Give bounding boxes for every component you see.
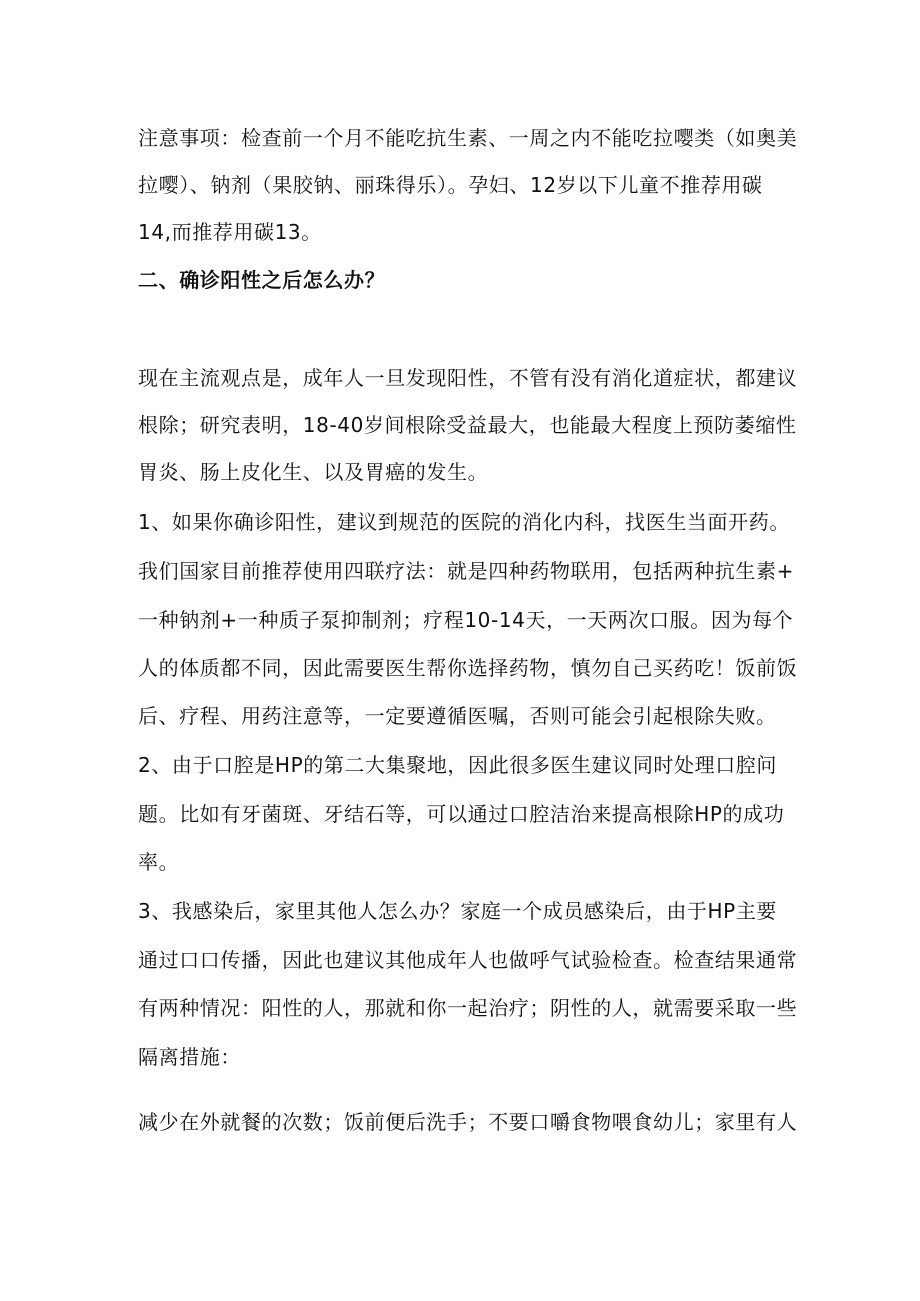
paragraph-line: 2、由于口腔是HP的第二大集聚地，因此很多医生建议同时处理口腔问 xyxy=(138,753,778,777)
paragraph-line: 率。 xyxy=(138,850,180,874)
paragraph-line: 有两种情况：阳性的人，那就和你一起治疗；阴性的人，就需要采取一些 xyxy=(138,996,798,1020)
paragraph-line: 一种钠剂+一种质子泵抑制剂；疗程10-14天，一天两次口服。因为每个 xyxy=(138,608,794,632)
paragraph-line: 根除；研究表明，18-40岁间根除受益最大，也能最大程度上预防萎缩性 xyxy=(138,413,797,437)
section-heading: 二、确诊阳性之后怎么办？ xyxy=(138,268,386,292)
paragraph-line: 14,而推荐用碳13。 xyxy=(138,220,322,244)
paragraph-line: 拉嘤）、钠剂（果胶钠、丽珠得乐）。孕妇、12岁以下儿童不推荐用碳 xyxy=(138,173,763,197)
paragraph-line: 3、我感染后，家里其他人怎么办？家庭一个成员感染后，由于HP主要 xyxy=(138,899,778,923)
paragraph-line: 通过口口传播，因此也建议其他成年人也做呼气试验检查。检查结果通常 xyxy=(138,948,798,972)
paragraph-line: 后、疗程、用药注意等，一定要遵循医嘱，否则可能会引起根除失败。 xyxy=(138,704,777,728)
paragraph-line: 隔离措施： xyxy=(138,1045,241,1069)
paragraph-line: 我们国家目前推荐使用四联疗法：就是四种药物联用，包括两种抗生素+ xyxy=(138,559,794,583)
paragraph-line: 题。比如有牙菌斑、牙结石等，可以通过口腔洁治来提高根除HP的成功 xyxy=(138,802,785,826)
paragraph-line: 胃炎、肠上皮化生、以及胃癌的发生。 xyxy=(138,460,489,484)
paragraph-line: 注意事项：检查前一个月不能吃抗生素、一周之内不能吃拉嘤类（如奥美 xyxy=(138,126,798,150)
paragraph-line: 人的体质都不同，因此需要医生帮你选择药物，慎勿自己买药吃！饭前饭 xyxy=(138,656,798,680)
paragraph-line: 现在主流观点是，成年人一旦发现阳性，不管有没有消化道症状，都建议 xyxy=(138,366,798,390)
paragraph-line: 减少在外就餐的次数；饭前便后洗手；不要口嚼食物喂食幼儿；家里有人 xyxy=(138,1110,798,1134)
paragraph-line: 1、如果你确诊阳性，建议到规范的医院的消化内科，找医生当面开药。 xyxy=(138,510,790,534)
